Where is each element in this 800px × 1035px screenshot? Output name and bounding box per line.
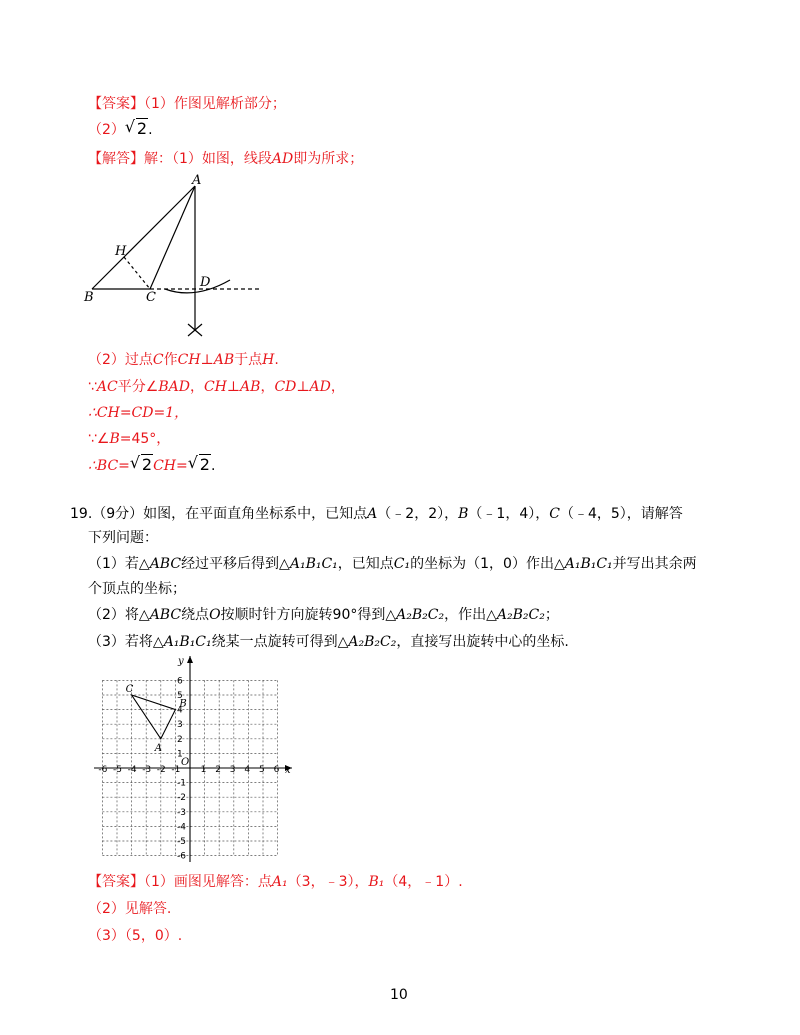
x-tick-label: 5 bbox=[259, 765, 265, 775]
solution-18-step2: （2）过点C作CH⊥AB于点H. bbox=[88, 352, 279, 368]
y-axis-label: y bbox=[178, 656, 184, 667]
y-tick-label: 1 bbox=[177, 749, 183, 760]
y-axis-arrow bbox=[187, 656, 193, 663]
x-tick-label: -3 bbox=[142, 765, 152, 775]
x-tick-label: 2 bbox=[215, 765, 221, 775]
answer-18-line1: 【答案】（1）作图见解析部分； bbox=[88, 96, 286, 112]
figure-label-h: H bbox=[115, 244, 127, 259]
y-tick-label: -4 bbox=[177, 822, 186, 833]
x-tick-label: -1 bbox=[171, 765, 181, 775]
question-19-part1-line2: 个顶点的坐标； bbox=[88, 581, 186, 597]
figure-label-c: C bbox=[146, 290, 156, 305]
y-tick-label: 5 bbox=[177, 691, 183, 701]
figure-label-d: D bbox=[200, 275, 211, 290]
x-tick-label: 6 bbox=[273, 765, 280, 775]
answer-18-line2: （2）√ 2. bbox=[88, 119, 153, 140]
x-tick-label: -2 bbox=[156, 765, 166, 775]
x-tick-label: 4 bbox=[244, 765, 251, 775]
y-tick-label: -2 bbox=[177, 793, 186, 804]
y-tick-label: 3 bbox=[177, 720, 183, 731]
question-19-part3: （3）若将△A₁B₁C₁绕某一点旋转可得到△A₂B₂C₂，直接写出旋转中心的坐标. bbox=[88, 634, 569, 650]
question-19-line2: 下列问题： bbox=[88, 530, 158, 546]
y-tick-label: -1 bbox=[177, 778, 186, 789]
point-label-a: A bbox=[154, 742, 163, 754]
triangle-abc bbox=[132, 695, 176, 739]
origin-label: O bbox=[181, 757, 190, 768]
point-label-c: C bbox=[125, 684, 134, 695]
y-tick-label: 4 bbox=[177, 705, 183, 716]
question-19-line1: 19.（9分）如图，在平面直角坐标系中，已知点A（﹣2，2），B（﹣1，4），C（﹣4，5），请解答 bbox=[70, 506, 683, 522]
y-tick-label: -5 bbox=[177, 837, 186, 847]
answer-tag: 【答案】 bbox=[88, 874, 144, 890]
figure-label-b: B bbox=[84, 290, 94, 305]
solution-18-step3: ∵AC平分∠BAD，CH⊥AB，CD⊥AD， bbox=[88, 379, 345, 395]
y-tick-label: 2 bbox=[177, 734, 183, 745]
question-19-part1: （1）若△ABC经过平移后得到△A₁B₁C₁，已知点C₁的坐标为（1，0）作出△A₁B₁C₁并写出其余两 bbox=[88, 556, 697, 572]
x-tick-label: -6 bbox=[98, 765, 108, 775]
x-tick-label: -4 bbox=[127, 765, 137, 775]
x-tick-label: -5 bbox=[113, 765, 122, 775]
solution-18-step4: ∴CH=CD=1， bbox=[88, 405, 189, 421]
answer-19-line1: 【答案】（1）画图见解答：点A₁（3，﹣3），B₁（4，﹣1）. bbox=[88, 874, 463, 890]
question-19-part2: （2）将△ABC绕点O按顺时针方向旋转90°得到△A₂B₂C₂，作出△A₂B₂C₂； bbox=[88, 607, 559, 623]
answer-19-line3: （3）（5，0）. bbox=[88, 928, 183, 944]
answer-19-line2: （2）见解答. bbox=[88, 901, 172, 917]
solution-tag: 【解答】 bbox=[88, 151, 144, 167]
x-tick-label: 1 bbox=[200, 765, 207, 775]
solution-18-step5: ∵∠B=45°， bbox=[88, 431, 171, 447]
x-tick-label: 3 bbox=[229, 765, 236, 775]
answer-tag: 【答案】 bbox=[88, 96, 144, 112]
page-number: 10 bbox=[390, 987, 408, 1003]
y-tick-label: -6 bbox=[177, 851, 186, 862]
solution-18-line1: 【解答】解：（1）如图，线段AD即为所求； bbox=[88, 151, 364, 167]
x-axis-label: x bbox=[285, 765, 291, 776]
point-label-b: B bbox=[179, 698, 187, 710]
y-tick-label: -3 bbox=[177, 807, 186, 818]
question-number: 19. bbox=[70, 506, 93, 522]
coordinate-grid bbox=[90, 652, 300, 864]
solution-18-step6: ∴BC=√ 2CH=√ 2. bbox=[88, 455, 215, 476]
y-tick-label: 6 bbox=[177, 676, 183, 687]
figure-label-a: A bbox=[192, 173, 202, 188]
figure-18 bbox=[80, 168, 270, 348]
